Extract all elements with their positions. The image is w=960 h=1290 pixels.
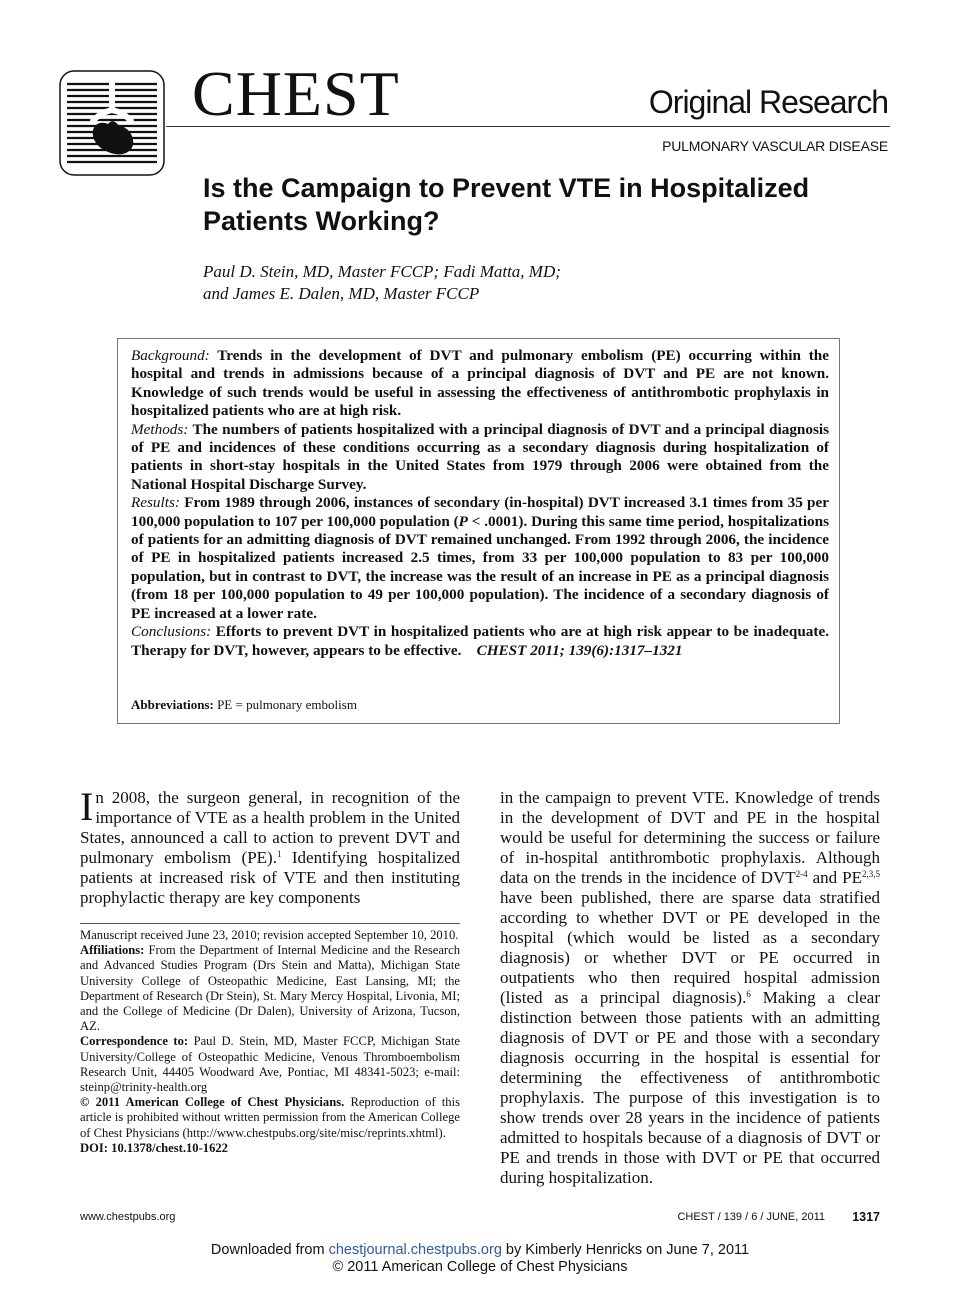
authors-line: Paul D. Stein, MD, Master FCCP; Fadi Matta, MD; [203, 262, 561, 281]
abbreviations-label: Abbreviations: [131, 697, 214, 712]
body-text: have been published, there are sparse data stratified according to whether DVT or PE developed in the hospital (which would be listed as a secondary diagnosis) or whether DVT or PE occurred in outpatients who then required hospital admission (listed as a principal diagnosis). [500, 888, 880, 1007]
methods-label: Methods: [131, 420, 189, 438]
background-label: Background: [131, 347, 210, 364]
p-value-symbol: P [458, 512, 468, 530]
background-text: Trends in the development of DVT and pulmonary embolism (PE) occurring within the hospital and trends in admissions because of a principal diagnosis of DVT and PE are not known. Knowledge of such trends would be useful in assessing the effectiveness of antithrombotic prophylaxis in hospitalized patients who are at high risk. [131, 347, 829, 420]
body-text: Making a clear distinction between those patients with an admitting diagnosis of DVT or PE and those with a secondary diagnosis occurring in the hospital is essential for determining the effectiveness of antithrombotic prophylaxis. The purpose of this investigation is to show trends over 28 years in the incidence of patients admitted to hospitals because of a diagnosis of DVT or PE and trends in those with DVT or PE that occurred during hospitalization. [500, 988, 880, 1187]
footnotes [80, 928, 460, 1156]
abbreviations-text: PE = pulmonary embolism [213, 697, 357, 712]
doi-label: DOI: [80, 1140, 108, 1155]
download-notice [0, 1242, 960, 1259]
abstract-text [131, 347, 829, 660]
download-prefix: Downloaded from [210, 1242, 329, 1258]
reference-marker[interactable]: 1 [276, 849, 282, 859]
drop-cap: I [80, 784, 94, 829]
abbreviations [131, 697, 357, 713]
copyright-label: © 2011 American College of Chest Physicians. [80, 1095, 345, 1110]
footer-url[interactable]: www.chestpubs.org [80, 1211, 176, 1223]
affiliations [80, 943, 460, 1034]
body-text: in the campaign to prevent VTE. Knowledge of trends in the development of DVT and PE in the hospital would be useful for determining the success or failure of in-hospital antithrombotic prophylaxis. Although data on the trends in the incidence of DVT [500, 788, 880, 887]
subsection-label: PULMONARY VASCULAR DISEASE [662, 138, 888, 154]
download-copyright: © 2011 American College of Chest Physicians [332, 1259, 628, 1275]
results-text: < .0001). During this same time period, hospitalizations of patients for an admitting diagnosis of DVT remained unchanged. From 1992 through 2006, the incidence of PE in hospitalized patients increased 2.5 times, from 33 per 100,000 population to 83 per 100,000 population, but in contrast to DVT, the increase was the result of an increase in PE as a principal diagnosis (from 18 per 100,000 population to 49 per 100,000 population). The incidence of a secondary diagnosis of PE increased at a lower rate. [131, 512, 829, 622]
author-list [203, 261, 703, 305]
reference-marker[interactable]: 6 [746, 989, 751, 999]
body-left-column [80, 784, 460, 908]
footer-citation: CHEST / 139 / 6 / JUNE, 2011 [677, 1211, 825, 1223]
footnote-rule [80, 923, 460, 924]
results-text: From 1989 through 2006, instances of secondary (in-hospital) DVT increased 3.1 times from 35 per 100,000 population to 107 per 100,000 population ( [131, 494, 829, 530]
correspondence-label: Correspondence to: [80, 1034, 189, 1049]
abstract-box [117, 338, 840, 724]
doi-value: 10.1378/chest.10-1622 [108, 1140, 228, 1155]
affiliations-label: Affiliations: [80, 943, 145, 958]
page-number: 1317 [852, 1210, 880, 1224]
manuscript-dates: Manuscript received June 23, 2010; revision accepted September 10, 2010. [80, 928, 459, 942]
abstract-background [131, 347, 829, 421]
affiliations-text: From the Department of Internal Medicine and the Research and Advanced Studies Program (Drs Stein and Matta), Michigan State University College of Osteopathic Medicine, East Lansing, MI; the Department of Research (Dr Stein), St. Mary Mercy Hospital, Livonia, MI; and the College of Medicine (Dr Dalen), University of Arizona, Tucson, AZ. [80, 943, 460, 1034]
section-label: Original Research [648, 84, 888, 120]
abstract-conclusions [131, 623, 829, 660]
journal-name: CHEST [192, 58, 400, 129]
body-text: and PE [807, 868, 862, 887]
correspondence-text: Paul D. Stein, MD, Master FCCP, Michigan State University/College of Osteopathic Medicine, Venous Thromboembolism Research Unit, 44405 Woodward Ave, Pontiac, MI 48341-5023; e-mail: steinp@trinity-health.org [80, 1034, 461, 1095]
download-source-link[interactable]: chestjournal.chestpubs.org [328, 1242, 502, 1258]
header-rule [166, 126, 890, 127]
chest-logo [59, 70, 165, 176]
abstract-methods [131, 421, 829, 495]
abstract-results [131, 494, 829, 623]
doi [80, 1141, 460, 1156]
results-label: Results: [131, 494, 180, 512]
copyright-notice [80, 1095, 460, 1141]
conclusions-text: Efforts to prevent DVT in hospitalized patients who are at high risk appear to be inadequate. Therapy for DVT, however, appears to be effective. [131, 623, 829, 659]
download-suffix: by Kimberly Henricks on June 7, 2011 [501, 1242, 750, 1258]
abstract-citation: CHEST 2011; 139(6):1317–1321 [476, 641, 683, 659]
lungs-heart-logo-icon [59, 70, 165, 176]
reference-marker[interactable]: 2,3,5 [862, 869, 880, 879]
copyright-text: Reproduction of this article is prohibited without written permission from the American College of Chest Physicians (http://www.chestpubs.org/site/misc/reprints.xhtml). [80, 1095, 460, 1140]
correspondence [80, 1034, 460, 1095]
methods-text: The numbers of patients hospitalized with a principal diagnosis of DVT and a principal diagnosis of PE and incidences of these conditions occurring as a secondary diagnosis during hospitalization of patients in short-stay hospitals in the United States from 1979 through 2006 were obtained from the National Hospital Discharge Survey. [131, 420, 829, 493]
body-right-column [500, 788, 880, 1188]
reference-marker[interactable]: 2-4 [795, 869, 808, 879]
body-text: Identifying hospitalized patients at increased risk of VTE and then instituting prophylactic therapy are key components [80, 848, 460, 907]
body-text: n 2008, the surgeon general, in recognition of the importance of VTE as a health problem in the United States, announced a call to action to prevent DVT and pulmonary embolism (PE). [80, 788, 460, 867]
conclusions-label: Conclusions: [131, 623, 212, 641]
article-title: Is the Campaign to Prevent VTE in Hospitalized Patients Working? [203, 173, 810, 236]
authors-line: and James E. Dalen, MD, Master FCCP [203, 284, 480, 303]
